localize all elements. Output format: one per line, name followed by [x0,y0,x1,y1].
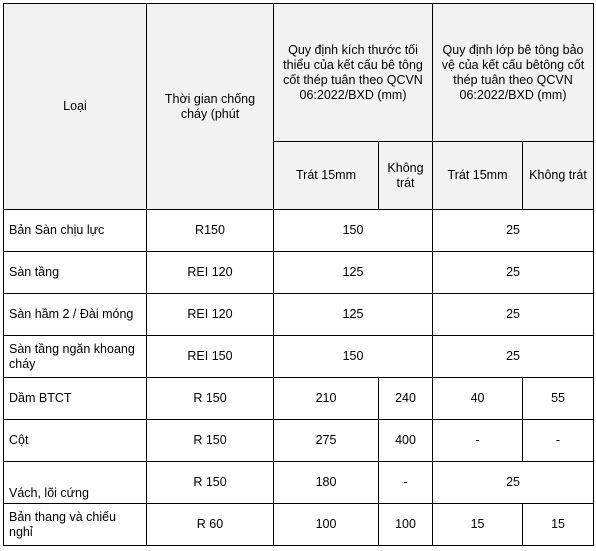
cell-lop-bao-ve: 25 [433,462,594,504]
table-row [4,378,594,420]
cell-loai: Bản Sàn chịu lực [4,210,147,252]
cell-thoi-gian: REI 120 [147,294,274,336]
header-kich-thuoc: Quy định kích thước tối thiểu của kết cấu bê tông cốt thép tuân theo QCVN 06:2022/BXD (mm) [274,4,433,142]
table-row [4,420,594,462]
header-kt-trat-15mm: Trát 15mm [274,142,379,210]
cell-bv-khong-trat: - [523,420,594,462]
cell-lop-bao-ve: 25 [433,210,594,252]
cell-loai: Bản thang và chiếu nghỉ [4,504,147,546]
cell-loai: Cột [4,420,147,462]
header-loai: Loại [4,4,147,210]
header-bv-trat-15mm: Trát 15mm [433,142,523,210]
cell-loai: Sàn tầng ngăn khoang cháy [4,336,147,378]
cell-lop-bao-ve: 25 [433,294,594,336]
table-row [4,462,594,504]
cell-bv-khong-trat: 15 [523,504,594,546]
cell-kt-trat: 210 [274,378,379,420]
cell-kt-trat: 275 [274,420,379,462]
cell-loai: Dầm BTCT [4,378,147,420]
cell-thoi-gian: REI 120 [147,252,274,294]
cell-bv-trat: - [433,420,523,462]
table-row [4,336,594,378]
cell-lop-bao-ve: 25 [433,252,594,294]
cell-kt-khong-trat: 100 [379,504,433,546]
table-row [4,210,594,252]
cell-kich-thuoc: 125 [274,294,433,336]
header-row-1 [4,4,594,142]
fire-resistance-table [3,3,594,546]
header-lop-bao-ve: Quy định lớp bê tông bảo vệ của kết cấu bêtông cốt thép tuân theo QCVN 06:2022/BXD (mm) [433,4,594,142]
cell-kt-khong-trat: 400 [379,420,433,462]
table-row [4,252,594,294]
cell-kt-trat: 100 [274,504,379,546]
header-kt-khong-trat: Không trát [379,142,433,210]
cell-bv-trat: 40 [433,378,523,420]
cell-loai: Vách, lõi cứng [4,462,147,504]
cell-lop-bao-ve: 25 [433,336,594,378]
cell-thoi-gian: R 150 [147,378,274,420]
cell-kich-thuoc: 150 [274,210,433,252]
cell-loai: Sàn tầng [4,252,147,294]
cell-thoi-gian: R 150 [147,462,274,504]
cell-thoi-gian: REI 150 [147,336,274,378]
cell-thoi-gian: R 60 [147,504,274,546]
table-row [4,504,594,546]
header-bv-khong-trat: Không trát [523,142,594,210]
cell-kich-thuoc: 125 [274,252,433,294]
table-row [4,294,594,336]
cell-bv-trat: 15 [433,504,523,546]
cell-thoi-gian: R 150 [147,420,274,462]
cell-thoi-gian: R150 [147,210,274,252]
cell-kich-thuoc: 150 [274,336,433,378]
header-thoi-gian: Thời gian chống cháy (phút [147,4,274,210]
cell-bv-khong-trat: 55 [523,378,594,420]
cell-kt-khong-trat: 240 [379,378,433,420]
cell-kt-trat: 180 [274,462,379,504]
cell-loai: Sàn hầm 2 / Đài móng [4,294,147,336]
cell-kt-khong-trat: - [379,462,433,504]
